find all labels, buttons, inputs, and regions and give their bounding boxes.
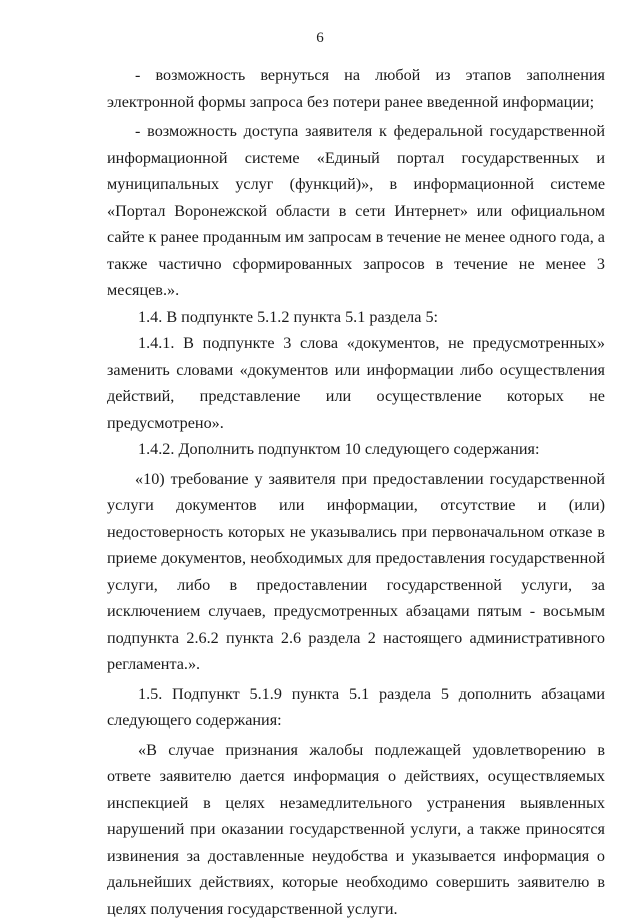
document-body [107,62,605,922]
paragraph-3: 1.4. В подпункте 5.1.2 пункта 5.1 раздела 5: [107,304,605,331]
paragraph-5: 1.4.2. Дополнить подпунктом 10 следующего содержания: [107,436,605,463]
paragraph-7: 1.5. Подпункт 5.1.9 пункта 5.1 раздела 5 дополнить абзацами следующего содержания: [107,681,605,734]
paragraph-4: 1.4.1. В подпункте 3 слова «документов, не предусмотренных» заменить словами «документов или информации либо осуществления действий, представление или осуществление которых не предусмотрено». [107,330,605,436]
page-number: 6 [0,30,640,47]
paragraph-2: - возможность доступа заявителя к федеральной государственной информационной системе «Единый портал государственных и муниципальных услуг (функций)», в информационной системе «Портал Воронежской области в сети Интернет» или официальном сайте к ранее проданным им запросам в течение не менее одного года, а также частично сформированных запросов в течение не менее 3 месяцев.». [107,118,605,304]
paragraph-6: «10) требование у заявителя при предоставлении государственной услуги документов или информации, отсутствие и (или) недостоверность которых не указывались при первоначальном отказе в приеме документов, необходимых для предоставления государственной услуги, либо в предоставлении государственной услуги, за исключением случаев, предусмотренных абзацами пятым - восьмым подпункта 2.6.2 пункта 2.6 раздела 2 настоящего административного регламента.». [107,466,605,678]
paragraph-8: «В случае признания жалобы подлежащей удовлетворению в ответе заявителю дается информация о действиях, осуществляемых инспекцией в целях незамедлительного устранения выявленных нарушений при оказании государственной услуги, а также приносятся извинения за доставленные неудобства и указывается информация о дальнейших действиях, которые необходимо совершить заявителю в целях получения государственной услуги. [107,737,605,922]
paragraph-1: - возможность вернуться на любой из этапов заполнения электронной формы запроса без потери ранее введенной информации; [107,62,605,115]
